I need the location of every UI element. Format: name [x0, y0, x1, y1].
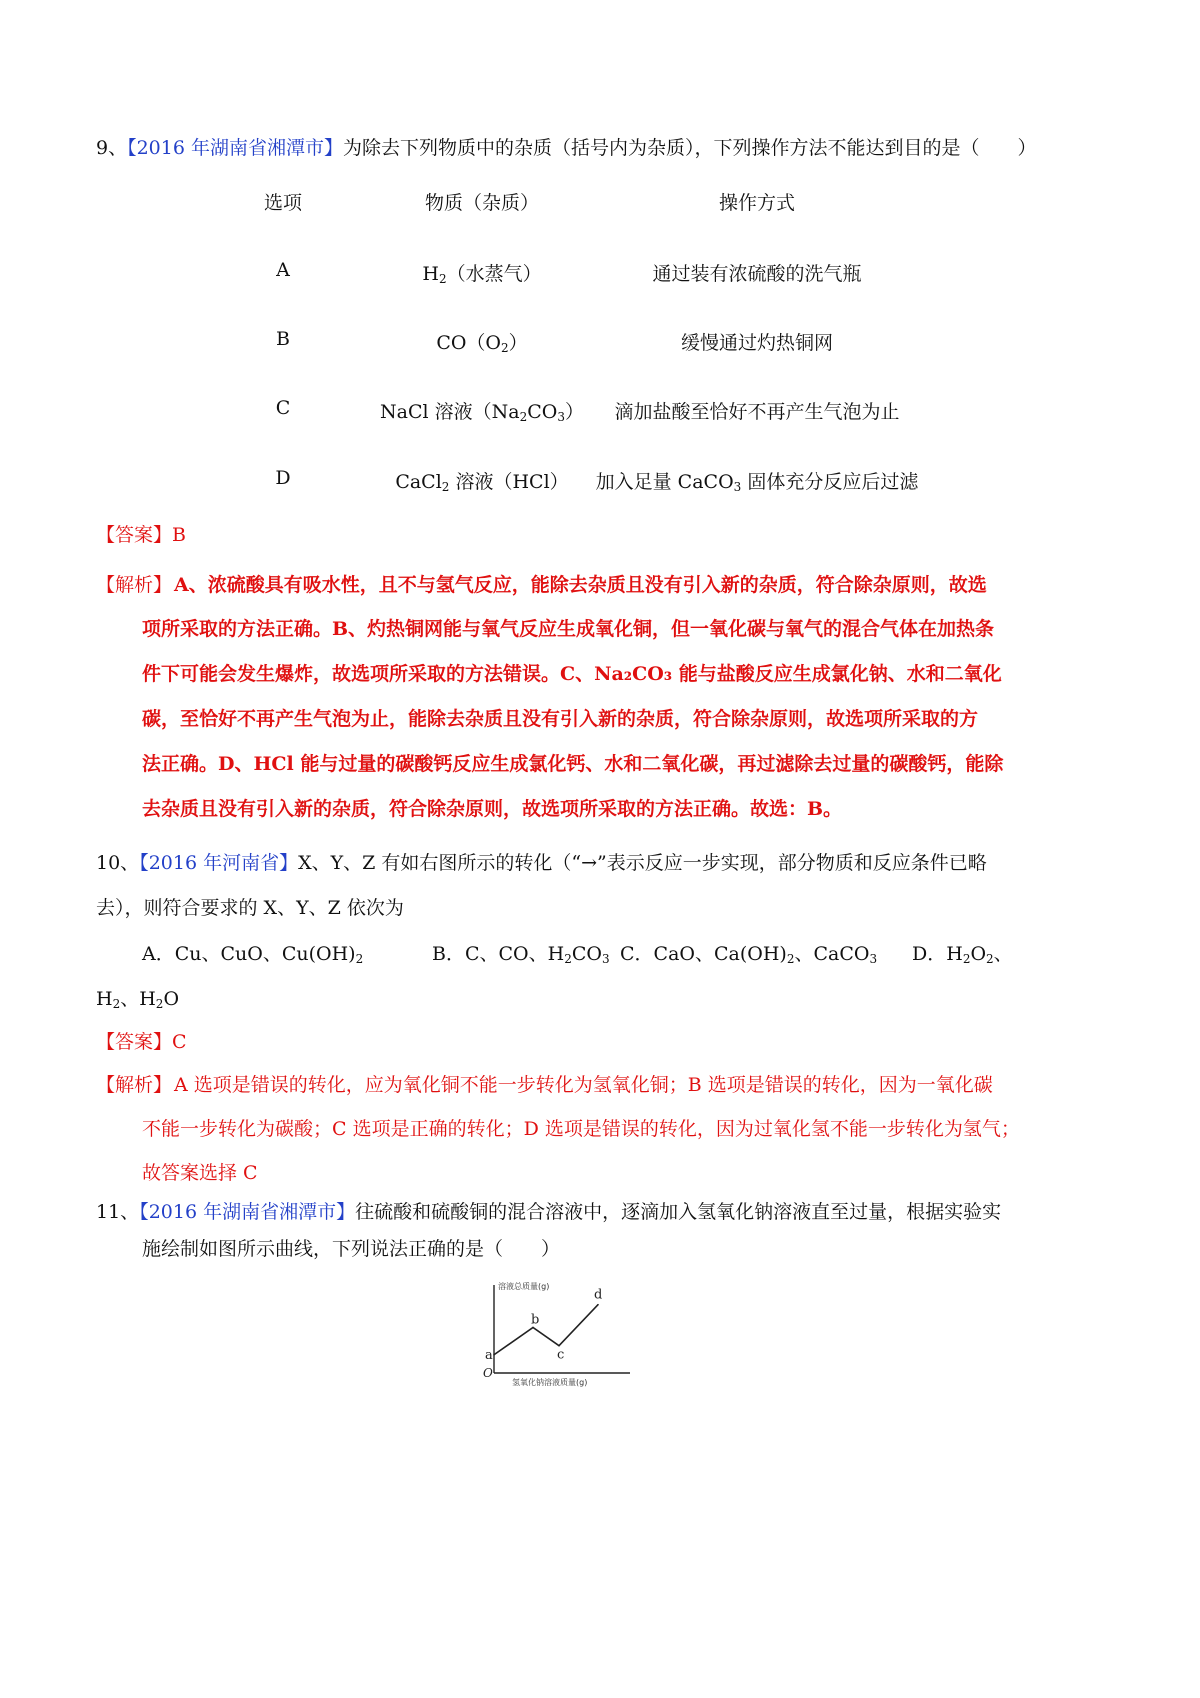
q10-option-c: C．CaO、$Ca(OH)_2$、CaCO$_3$: [620, 943, 878, 966]
q9-analysis-line: A、浓硫酸具有吸水性，且不与氢气反应，能除去杂质且没有引入新的杂质，符合除杂原则，故选: [174, 574, 987, 596]
q11-number: 11、: [96, 1201, 140, 1223]
table-row-a-option: A: [276, 259, 290, 281]
table-row-d-option: D: [275, 467, 291, 489]
answer-label: 【答案】: [96, 524, 173, 546]
q10-option-d: D．$H_2O_2$、: [912, 943, 1013, 966]
q10-analysis-line: 故答案选择 C: [142, 1162, 258, 1184]
q10-analysis-line: A 选项是错误的转化，应为氧化铜不能一步转化为氢氧化铜；B 选项是错误的转化，因为一氧化碳: [174, 1074, 993, 1096]
data-point-c: [558, 1345, 560, 1347]
q9-answer: [96, 520, 186, 547]
table-header-substance: 物质（杂质）: [424, 192, 540, 214]
q10-answer: [96, 1027, 187, 1054]
point-label-d: d: [594, 1287, 603, 1303]
table-row-c-option: C: [275, 397, 291, 419]
q10-number: 10、: [96, 852, 140, 874]
q10-analysis-label: 【解析】: [96, 1074, 173, 1096]
q11-source: 【2016 年湖南省湘潭市】: [139, 1201, 356, 1223]
table-row-c-substance: NaCl 溶液$(Na_2CO_3)$: [380, 401, 584, 424]
q11-stem-line2: 施绘制如图所示曲线，下列说法正确的是（ ）: [142, 1238, 561, 1260]
q9-analysis-line: 项所采取的方法正确。B、灼热铜网能与氧气反应生成氧化铜，但一氧化碳与氧气的混合气体在加热条: [142, 618, 995, 640]
table-row-a-substance: $H_2$（水蒸气）: [422, 263, 542, 286]
q9-stem: [96, 133, 1037, 160]
q11-stem-line1: 11、【2016 年湖南省湘潭市】往硫酸和硫酸铜的混合溶液中，逐滴加入氢氧化钠溶液直至过量，根据实验实: [96, 1201, 1002, 1223]
q9-analysis-label: 【解析】: [96, 574, 173, 596]
point-label-c: c: [557, 1347, 565, 1363]
q10-stem-line1: 10、【2016 年河南省】X、Y、Z 有如右图所示的转化（“→”表示反应一步实现，部分物质和反应条件已略: [96, 852, 987, 874]
q9-analysis-line: 法正确。D、HCl 能与过量的碳酸钙反应生成氯化钙、水和二氧化碳，再过滤除去过量的碳酸钙，能除: [142, 753, 1004, 775]
series-line: [494, 1305, 598, 1355]
x-axis-label: 氢氧化钠溶液质量(g): [512, 1378, 588, 1387]
table-row-a-method: 通过装有浓硫酸的洗气瓶: [652, 263, 862, 285]
table-row-c-method: 滴加盐酸至恰好不再产生气泡为止: [614, 401, 900, 423]
q11-chart: [476, 1282, 636, 1405]
q9-stem-text: 为除去下列物质中的杂质（括号内为杂质），下列操作方法不能达到目的是（ ）: [343, 137, 1037, 159]
table-row-b-method: 缓慢通过灼热铜网: [680, 332, 834, 354]
table-row-b-option: B: [276, 328, 290, 350]
q10-option-b: B．C、CO、$H_2CO_3$: [432, 943, 610, 966]
point-label-a: a: [485, 1347, 493, 1363]
q9-source: 【2016 年湖南省湘潭市】: [127, 137, 343, 159]
q9-analysis-line: 去杂质且没有引入新的杂质，符合除杂原则，故选项所采取的方法正确。故选：B。: [142, 798, 843, 820]
table-header-method: 操作方式: [718, 192, 796, 214]
answer-value: C: [172, 1031, 187, 1053]
q10-analysis-line: 不能一步转化为碳酸；C 选项是正确的转化；D 选项是错误的转化，因为过氧化氢不能一步转化为氢气；: [142, 1118, 1020, 1140]
q9-analysis-line: 碳，至恰好不再产生气泡为止，能除去杂质且没有引入新的杂质，符合除杂原则，故选项所采取的方: [142, 708, 979, 730]
table-header-option: 选项: [263, 192, 303, 214]
q10-option-a: A．Cu、CuO、$Cu(OH)_2$: [142, 943, 364, 966]
point-label-b: b: [531, 1312, 540, 1328]
q10-stem-line2: 去），则符合要求的 X、Y、Z 依次为: [96, 897, 404, 919]
origin-label: O: [483, 1366, 493, 1380]
answer-label: 【答案】: [96, 1031, 173, 1053]
data-point-d: [597, 1304, 599, 1306]
q9-number: 9、: [96, 137, 128, 159]
table-row-d-substance: CaCl$_2$ 溶液（HCl）: [395, 471, 569, 494]
table-row-d-method: 加入足量 CaCO$_3$ 固体充分反应后过滤: [595, 471, 919, 494]
q10-option-d-cont: $H_2$、$H_2O$: [96, 988, 180, 1011]
data-point-a: [493, 1354, 495, 1356]
q9-analysis-line: 件下可能会发生爆炸，故选项所采取的方法错误。C、Na₂CO₃ 能与盐酸反应生成氯化钠、水和二氧化: [142, 663, 1002, 685]
y-axis-label: 溶液总质量(g): [498, 1282, 550, 1291]
table-row-b-substance: $CO(O_2)$: [436, 332, 528, 355]
answer-value: B: [172, 524, 186, 546]
q10-source: 【2016 年河南省】: [139, 852, 299, 874]
